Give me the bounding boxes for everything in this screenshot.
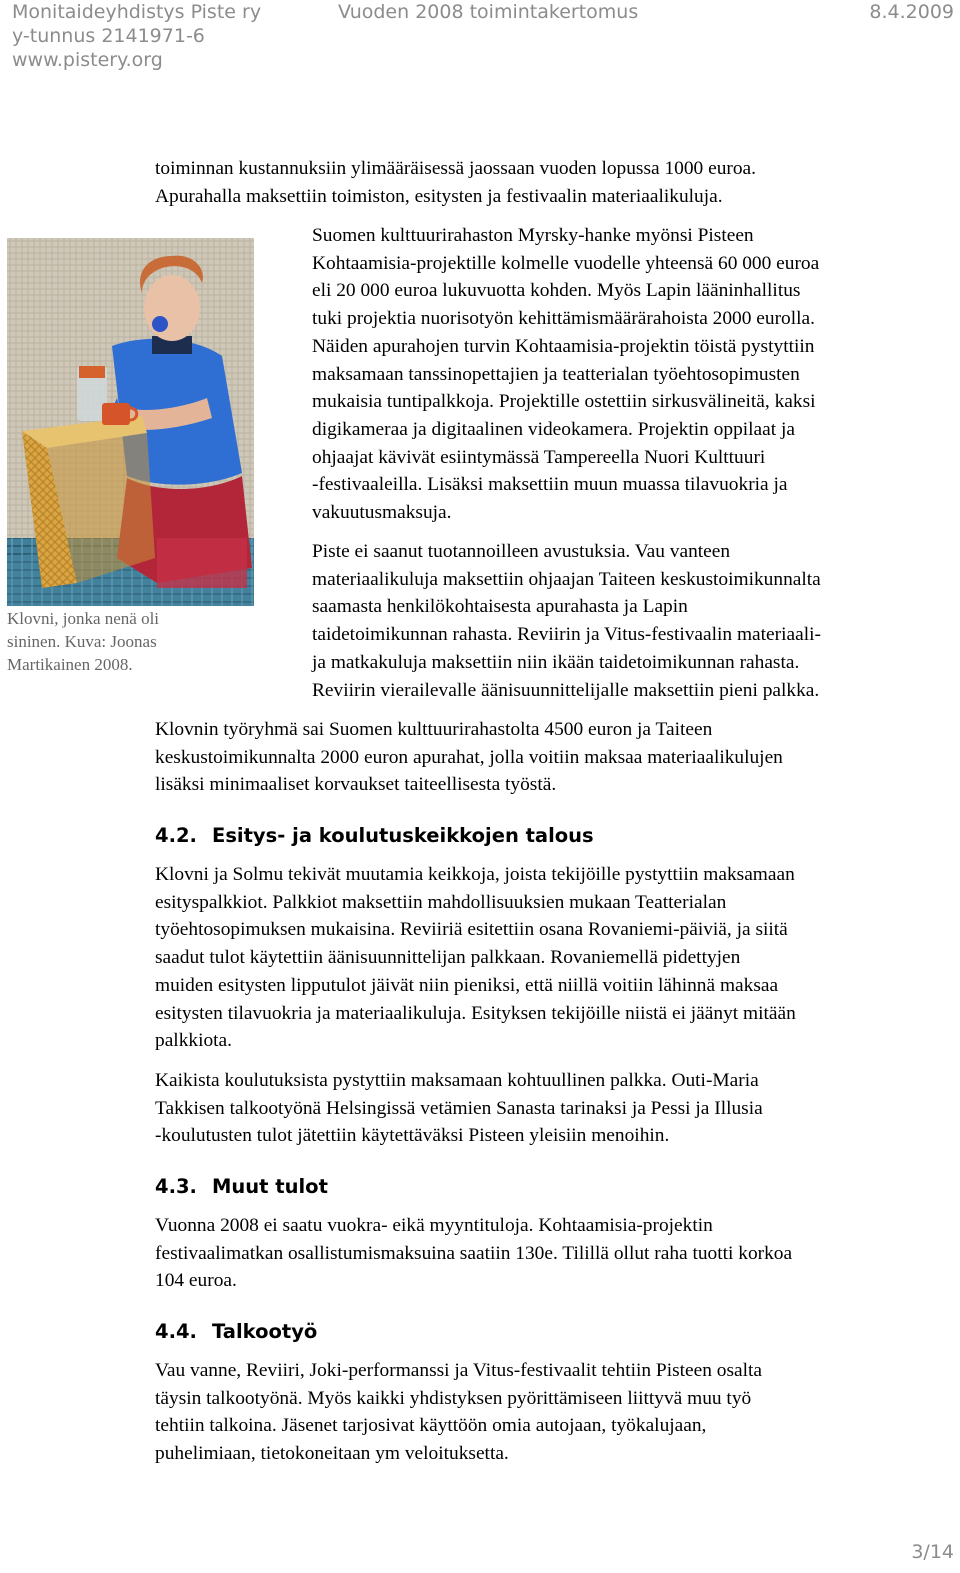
section-number: 4.3.: [155, 1175, 197, 1198]
section-title: Esitys- ja koulutuskeikkojen talous: [212, 824, 594, 847]
text-line: 104 euroa.: [155, 1270, 237, 1292]
text-line: saadut tulot käytettiin äänisuunnittelijan palkkaan. Rovaniemellä pidettyjen: [155, 947, 741, 969]
header-business-id: y-tunnus 2141971-6: [12, 25, 205, 47]
text-line: Näiden apurahojen turvin Kohtaamisia-projektin töistä pystyttiin: [312, 335, 815, 357]
klovni-paragraph: [155, 716, 955, 799]
header-doc-title: Vuoden 2008 toimintakertomus: [338, 1, 639, 23]
text-line: lisäksi minimaaliset korvaukset taiteellisesta työstä.: [155, 774, 557, 796]
text-line: tehtiin talkoina. Jäsenet tarjosivat käyttöön omia autojaan, työkalujaan,: [155, 1415, 707, 1437]
text-line: Klovni ja Solmu tekivät muutamia keikkoja, joista tekijöille pystyttiin maksamaan: [155, 864, 795, 885]
caption-line: Martikainen 2008.: [7, 655, 133, 674]
text-line: täysin talkootyönä. Myös kaikki yhdistyksen pyörittämiseen liittyvä muu työ: [155, 1387, 752, 1409]
text-line: ja matkakuluja maksettiin niin ikään taidetoimikunnan rahasta.: [312, 651, 800, 673]
text-line: Apurahalla maksettiin toimiston, esitysten ja festivaalin materiaalikuluja.: [155, 185, 723, 207]
intro-paragraph: [155, 155, 955, 210]
text-line: Vau vanne, Reviiri, Joki-performanssi ja Vitus-festivaalit tehtiin Pisteen osalta: [155, 1360, 762, 1381]
text-line: vakuutusmaksuja.: [312, 502, 452, 524]
text-line: muiden esitysten lipputulot jäivät niin pieniksi, että niillä voitiin lähinnä maksaa: [155, 974, 779, 996]
text-line: mukaisia tuntipalkkoja. Projektille ostettiin sirkusvälineitä, kaksi: [312, 391, 816, 413]
text-line: esitysten tilavuokria ja materiaalikuluja. Esityksen tekijöille niistä ei jäänyt mitään: [155, 1002, 796, 1024]
section-heading-4-3: [155, 1174, 328, 1200]
text-line: Piste ei saanut tuotannoilleen avustuksia. Vau vanteen: [312, 541, 731, 562]
text-line: -koulutusten tulot jätettiin käytettäväksi Pisteen yleisiin menoihin.: [155, 1125, 670, 1147]
text-line: keskustoimikunnalta 2000 euron apurahat, jolla voitiin maksaa materiaalikulujen: [155, 746, 783, 768]
text-line: maksamaan tanssinopettajien ja teatterialan työehtosopimusten: [312, 363, 800, 385]
text-line: työehtosopimuksen mukaisina. Reviiriä esitettiin osana Rovaniemi-päiviä, ja siitä: [155, 919, 788, 941]
productions-paragraph: [312, 538, 957, 704]
section-paragraph: [155, 1212, 955, 1295]
text-line: puhelimiaan, tietokoneitaan ym veloituksetta.: [155, 1443, 509, 1465]
text-line: palkkiota.: [155, 1030, 233, 1052]
text-line: Suomen kulttuurirahaston Myrsky-hanke myönsi Pisteen: [312, 225, 754, 246]
section-title: Talkootyö: [212, 1320, 318, 1343]
text-line: Kaikista koulutuksista pystyttiin maksamaan kohtuullinen palkka. Outi-Maria: [155, 1070, 759, 1091]
section-number: 4.2.: [155, 824, 197, 847]
text-line: Klovnin työryhmä sai Suomen kulttuurirahastolta 4500 euron ja Taiteen: [155, 719, 713, 740]
text-line: eli 20 000 euroa lukuvuotta kohden. Myös Lapin lääninhallitus: [312, 280, 801, 302]
page-number: 3/14: [911, 1541, 954, 1563]
section-heading-4-2: [155, 823, 594, 849]
text-line: saamasta henkilökohtaisesta apurahasta ja Lapin: [312, 596, 688, 618]
header-org: Monitaideyhdistys Piste ry: [12, 1, 262, 23]
text-line: taidetoimikunnan rahasta. Reviirin ja Vitus-festivaalin materiaali-: [312, 624, 821, 646]
funding-paragraph: [312, 222, 957, 527]
text-line: ohjaajat kävivät esiintymässä Tampereella Nuori Kulttuuri: [312, 446, 766, 468]
text-line: -festivaaleilla. Lisäksi maksettiin muun muassa tilavuokria ja: [312, 474, 788, 496]
section-paragraph: [155, 1357, 955, 1468]
header-website: www.pistery.org: [12, 49, 163, 71]
photo-caption: [7, 607, 207, 676]
section-number: 4.4.: [155, 1320, 197, 1343]
text-line: toiminnan kustannuksiin ylimääräisessä jaossaan vuoden lopussa 1000 euroa.: [155, 158, 756, 179]
text-line: festivaalimatkan osallistumismaksuina saatiin 130e. Tilillä ollut raha tuotti korkoa: [155, 1242, 793, 1264]
section-title: Muut tulot: [212, 1175, 328, 1198]
header-date: 8.4.2009: [869, 1, 954, 23]
text-line: esityspalkkiot. Palkkiot maksettiin mahdollisuuksien mukaan Teatterialan: [155, 891, 727, 913]
text-line: materiaalikuluja maksettiin ohjaajan Taiteen keskustoimikunnalta: [312, 568, 821, 590]
text-line: Reviirin vierailevalle äänisuunnittelijalle maksettiin pieni palkka.: [312, 679, 820, 701]
caption-line: Klovni, jonka nenä oli: [7, 609, 160, 628]
text-line: digikameraa ja digitaalinen videokamera. Projektin oppilaat ja: [312, 418, 795, 440]
caption-line: sininen. Kuva: Joonas: [7, 632, 157, 651]
section-paragraph: [155, 861, 955, 1055]
section-paragraph: [155, 1067, 955, 1150]
text-line: Takkisen talkootyönä Helsingissä vetämien Sanasta tarinaksi ja Pessi ja Illusia: [155, 1097, 763, 1119]
text-line: Kohtaamisia-projektille kolmelle vuodelle yhteensä 60 000 euroa: [312, 252, 820, 274]
clown-photo: [7, 238, 254, 606]
section-heading-4-4: [155, 1319, 317, 1345]
text-line: tuki projektia nuorisotyön kehittämismäärärahoista 2000 eurolla.: [312, 308, 815, 330]
text-line: Vuonna 2008 ei saatu vuokra- eikä myyntituloja. Kohtaamisia-projektin: [155, 1215, 713, 1236]
